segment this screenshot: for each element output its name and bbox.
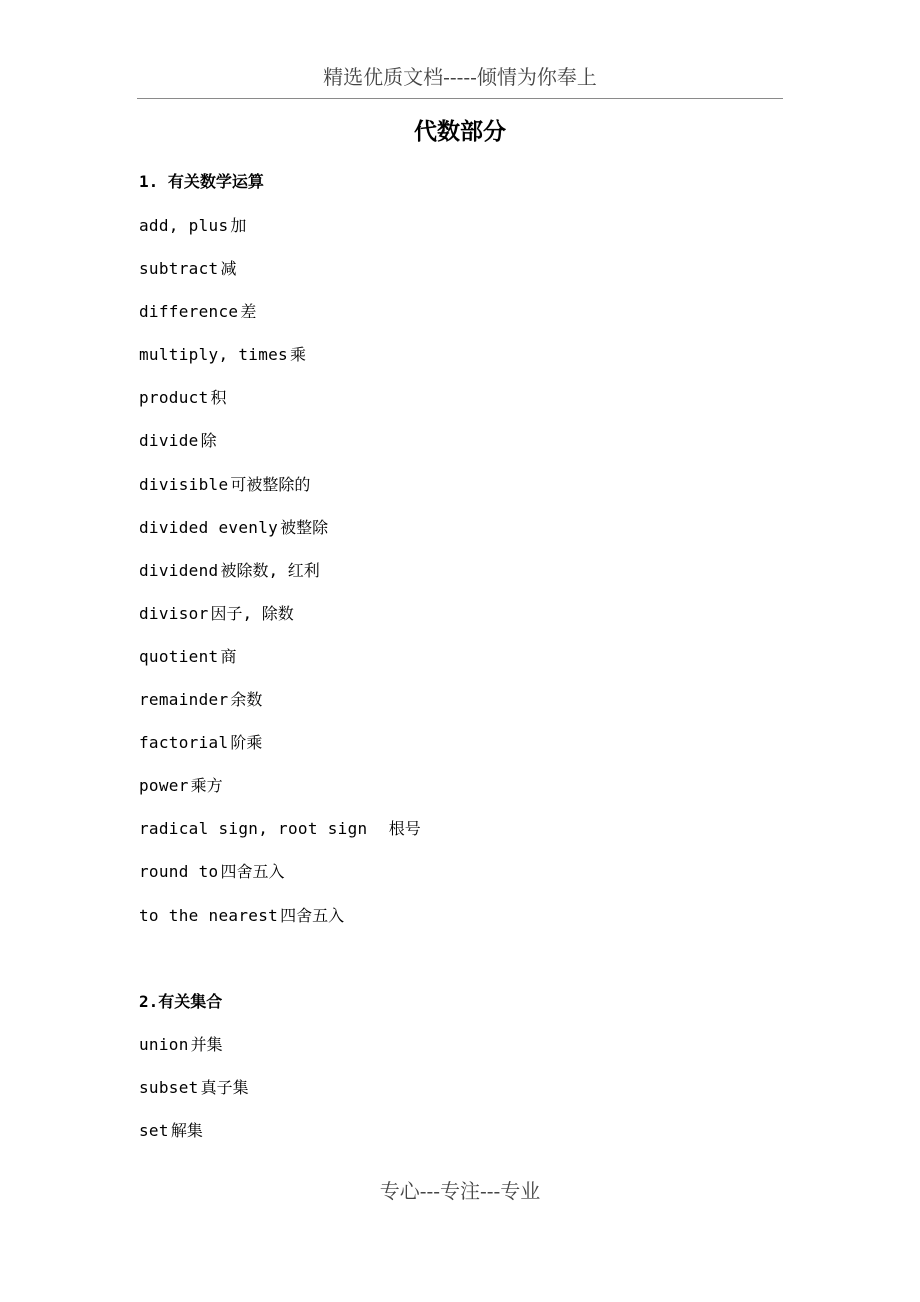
term-english: to the nearest (139, 905, 279, 925)
term-english: subset (139, 1078, 199, 1098)
term-chinese: 除 (200, 431, 217, 451)
term-chinese: 因子, 除数 (210, 603, 294, 623)
term-row (139, 1034, 249, 1077)
term-list-sets (139, 1034, 249, 1163)
term-row (139, 215, 421, 258)
term-english: divided evenly (139, 517, 279, 537)
header-divider (137, 98, 783, 99)
page-title: 代数部分 (414, 119, 506, 145)
term-chinese: 根号 (369, 819, 421, 839)
term-row (139, 603, 421, 646)
term-chinese: 乘 (290, 345, 307, 365)
term-row (139, 430, 421, 473)
term-chinese: 四舍五入 (280, 905, 345, 925)
term-english: subtract (139, 259, 219, 279)
term-english: factorial (139, 733, 229, 753)
term-english: difference (139, 302, 239, 322)
term-chinese: 被除数, 红利 (220, 560, 320, 580)
term-english: remainder (139, 690, 229, 710)
term-row (139, 560, 421, 603)
term-english: power (139, 776, 189, 796)
term-list-math-operations (139, 215, 421, 948)
term-chinese: 真子集 (200, 1078, 249, 1098)
term-chinese: 四舍五入 (220, 862, 285, 882)
term-chinese: 商 (220, 646, 237, 666)
term-chinese: 被整除 (280, 517, 329, 537)
term-english: divisible (139, 474, 229, 494)
term-english: multiply, times (139, 345, 288, 365)
term-english: radical sign, root sign (139, 819, 368, 839)
term-english: union (139, 1035, 189, 1054)
section-heading-math-operations: 1. 有关数学运算 (139, 172, 264, 191)
term-english: add, plus (139, 216, 229, 235)
term-chinese: 减 (220, 259, 237, 279)
term-chinese: 乘方 (190, 776, 223, 796)
term-row (139, 818, 421, 861)
term-row (139, 517, 421, 560)
term-row (139, 861, 421, 904)
term-english: quotient (139, 646, 219, 666)
term-row (139, 387, 421, 430)
term-english: set (139, 1121, 169, 1141)
page-footer: 专心---专注---专业 (379, 1179, 541, 1203)
term-english: product (139, 388, 209, 408)
term-english: divisor (139, 603, 209, 623)
section-heading-sets: 2.有关集合 (139, 992, 223, 1011)
term-chinese: 阶乘 (230, 733, 263, 753)
term-chinese: 可被整除的 (230, 474, 311, 494)
term-row (139, 474, 421, 517)
term-english: dividend (139, 560, 219, 580)
term-english: round to (139, 862, 219, 882)
term-row (139, 732, 421, 775)
term-row (139, 1120, 249, 1163)
term-row (139, 775, 421, 818)
term-english: divide (139, 431, 199, 451)
term-row (139, 646, 421, 689)
term-chinese: 加 (230, 216, 247, 235)
term-row (139, 344, 421, 387)
term-row (139, 689, 421, 732)
term-row (139, 905, 421, 948)
term-chinese: 余数 (230, 690, 263, 710)
term-chinese: 积 (210, 388, 227, 408)
term-chinese: 并集 (190, 1035, 223, 1054)
term-row (139, 301, 421, 344)
term-chinese: 差 (240, 302, 257, 322)
term-row (139, 1077, 249, 1120)
term-chinese: 解集 (170, 1121, 203, 1141)
page-header: 精选优质文档-----倾情为你奉上 (323, 65, 597, 89)
term-row (139, 258, 421, 301)
